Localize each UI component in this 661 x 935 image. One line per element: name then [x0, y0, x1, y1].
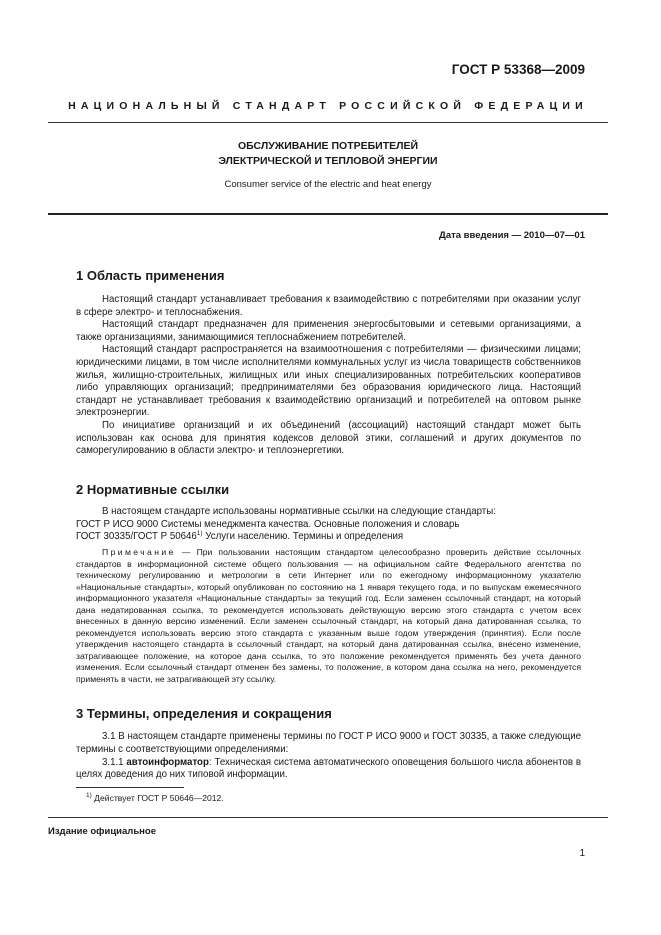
footer-divider	[48, 817, 608, 818]
term-name: автоинформатор	[126, 756, 209, 768]
note-text: — При пользовании настоящим стандартом целесообразно проверить действие ссылочных стандартов в информационной системе общего пользования — на официальном сайте Федерального агентства по техническому регулированию и метрологии в сети Интернет или по ежегодному информационному указателю «Национальные стандарты», который опубликован по состоянию на 1 января текущего года, и по выпускам ежемесячного информационного указателя «Национальные стандарты» за текущий год. Если заменен ссылочный стандарт, на который дана недатированная ссылка, то рекомендуется использовать действующую версию этого стандарта с учетом всех внесенных в данную версию изменений. Если заменен ссылочный стандарт, на который дана датированная ссылка, то рекомендуется использовать версию этого стандарта с указанным выше годом утверждения (принятия). Если после утверждения настоящего стандарта в ссылочный стандарт, на который дана датированная ссылка, внесено изменение, затрагивающее положение, на которое дана ссылка, то это положение рекомендуется применять без учета данного изменения. Если ссылочный стандарт отменен без замены, то положение, в котором дана ссылка на него, рекомендуется применять в части, не затрагивающей эту ссылку.	[76, 547, 581, 685]
reference-text: Услуги населению. Термины и определения	[202, 531, 404, 543]
national-standard-banner: НАЦИОНАЛЬНЫЙ СТАНДАРТ РОССИЙСКОЙ ФЕДЕРАЦИИ	[68, 100, 588, 112]
edition-label: Издание официальное	[48, 826, 156, 837]
section-1-heading: 1 Область применения	[76, 268, 225, 283]
section-2-references	[76, 506, 581, 544]
introduction-date: Дата введения — 2010—07—01	[439, 230, 585, 241]
footnote-divider	[76, 787, 184, 788]
section-1-paragraph: Настоящий стандарт распространяется на взаимоотношения с потребителями — физическими лицами; юридическими лицами, в том числе исполнителями коммунальных услуг из числа товариществ собственников жилья, жилищно-строительных, жилищных или иных специализированных потребительских кооперативов либо управляющих организаций; предпринимателями без образования юридического лица. Настоящий стандарт не устанавливает требования к взаимодействию организаций и потребителей на оптовом рынке электроэнергии.	[76, 344, 581, 419]
term-number: 3.1.1	[102, 756, 127, 768]
footnote	[86, 793, 224, 803]
references-intro: В настоящем стандарте использованы нормативные ссылки на следующие стандарты:	[102, 506, 496, 517]
reference-text: ГОСТ Р ИСО 9000 Системы менеджмента качества. Основные положения и словарь	[76, 518, 460, 530]
footnote-text: Действует ГОСТ Р 50646—2012.	[91, 793, 224, 803]
header-divider	[48, 122, 608, 123]
title-line-1: ОБСЛУЖИВАНИЕ ПОТРЕБИТЕЛЕЙ	[237, 140, 419, 152]
english-title: Consumer service of the electric and heat energy	[224, 179, 432, 190]
section-2-heading: 2 Нормативные ссылки	[76, 482, 230, 497]
section-1-paragraph: Настоящий стандарт предназначен для применения энергосбытовыми и сетевыми организациями, а также организациями, занимающимися теплоснабжением потребителей.	[76, 319, 581, 343]
section-1-paragraph: Настоящий стандарт устанавливает требования к взаимодействию с потребителями при оказании услуг в сфере электро- и теплоснабжения.	[76, 294, 581, 318]
section-1-paragraph: По инициативе организаций и их объединений (ассоциаций) настоящий стандарт может быть использован как основа для принятия кодексов деловой этики, соглашений и других документов по саморегулированию в области электро- и теплоэнергетики.	[76, 419, 581, 457]
document-code: ГОСТ Р 53368—2009	[451, 62, 585, 77]
section-2-note	[76, 547, 581, 686]
section-3-paragraph: 3.1 В настоящем стандарте применены термины по ГОСТ Р ИСО 9000 и ГОСТ 30335, а также следующие термины с соответствующими определениями:	[76, 731, 581, 755]
section-1-body	[76, 294, 581, 458]
section-3-body	[76, 731, 581, 782]
note-label: Примечание	[102, 547, 176, 557]
reference-code: ГОСТ 30335/ГОСТ Р 50646	[76, 531, 197, 543]
footnote-mark: 1)	[86, 792, 92, 800]
section-3-heading: 3 Термины, определения и сокращения	[76, 706, 332, 721]
term-text: : Техническая система автоматического оповещения большого числа абонентов в целях доведения до них типовой информации.	[76, 756, 581, 781]
document-title	[48, 139, 608, 169]
reference-item	[76, 531, 581, 544]
footnote-marker: 1)	[196, 529, 203, 537]
page-number: 1	[579, 848, 585, 859]
term-definition	[76, 757, 581, 783]
note-paragraph	[76, 547, 581, 686]
title-divider	[48, 213, 608, 215]
title-line-2: ЭЛЕКТРИЧЕСКОЙ И ТЕПЛОВОЙ ЭНЕРГИИ	[218, 155, 438, 167]
reference-item	[76, 519, 581, 532]
